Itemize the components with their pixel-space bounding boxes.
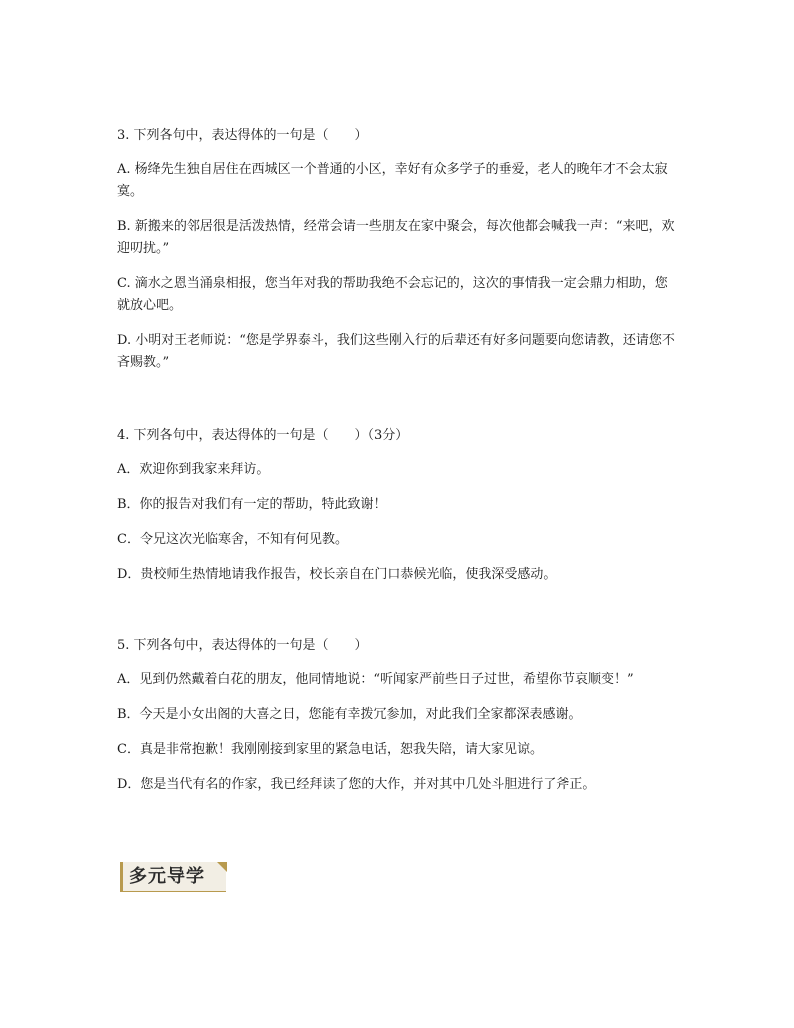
option-d: D. 小明对王老师说：“您是学界泰斗，我们这些刚入行的后辈还有好多问题要向您请教，还请您不吝赐教。” — [117, 333, 675, 370]
section-banner-label: 多元导学 — [129, 866, 205, 887]
question-title: 5. 下列各句中，表达得体的一句是（ ） — [117, 638, 368, 653]
option-d: D．贵校师生热情地请我作报告，校长亲自在门口恭候光临，使我深受感动。 — [117, 567, 557, 582]
option-b: B. 新搬来的邻居很是活泼热情，经常会请一些朋友在家中聚会，每次他都会喊我一声：“来吧，欢迎叨扰。” — [117, 219, 675, 256]
option-a: A．见到仍然戴着白花的朋友，他同情地说：“听闻家严前些日子过世，希望你节哀顺变！” — [117, 672, 634, 687]
question-3 — [117, 127, 677, 387]
option-b: B．今天是小女出阁的大喜之日，您能有幸拨冗参加，对此我们全家都深表感谢。 — [117, 707, 582, 722]
option-c: C．真是非常抱歉！我刚刚接到家里的紧急电话，恕我失陪，请大家见谅。 — [117, 742, 543, 757]
question-5 — [117, 637, 677, 809]
question-title: 4. 下列各句中，表达得体的一句是（ ）（3分） — [117, 428, 409, 443]
banner-corner-decoration — [217, 862, 227, 872]
option-d: D．您是当代有名的作家，我已经拜读了您的大作，并对其中几处斗胆进行了斧正。 — [117, 777, 596, 792]
section-banner — [120, 862, 226, 892]
option-a: A. 杨绛先生独自居住在西城区一个普通的小区，幸好有众多学子的垂爱，老人的晚年才不会太寂寞。 — [117, 162, 668, 199]
option-c: C．令兄这次光临寒舍，不知有何见教。 — [117, 532, 348, 547]
option-c: C. 滴水之恩当涌泉相报，您当年对我的帮助我绝不会忘记的，这次的事情我一定会鼎力相助，您就放心吧。 — [117, 276, 668, 313]
option-b: B．你的报告对我们有一定的帮助，特此致谢！ — [117, 497, 387, 512]
option-a: A．欢迎你到我家来拜访。 — [117, 462, 270, 477]
question-title: 3. 下列各句中，表达得体的一句是（ ） — [117, 128, 368, 143]
question-4 — [117, 427, 677, 599]
